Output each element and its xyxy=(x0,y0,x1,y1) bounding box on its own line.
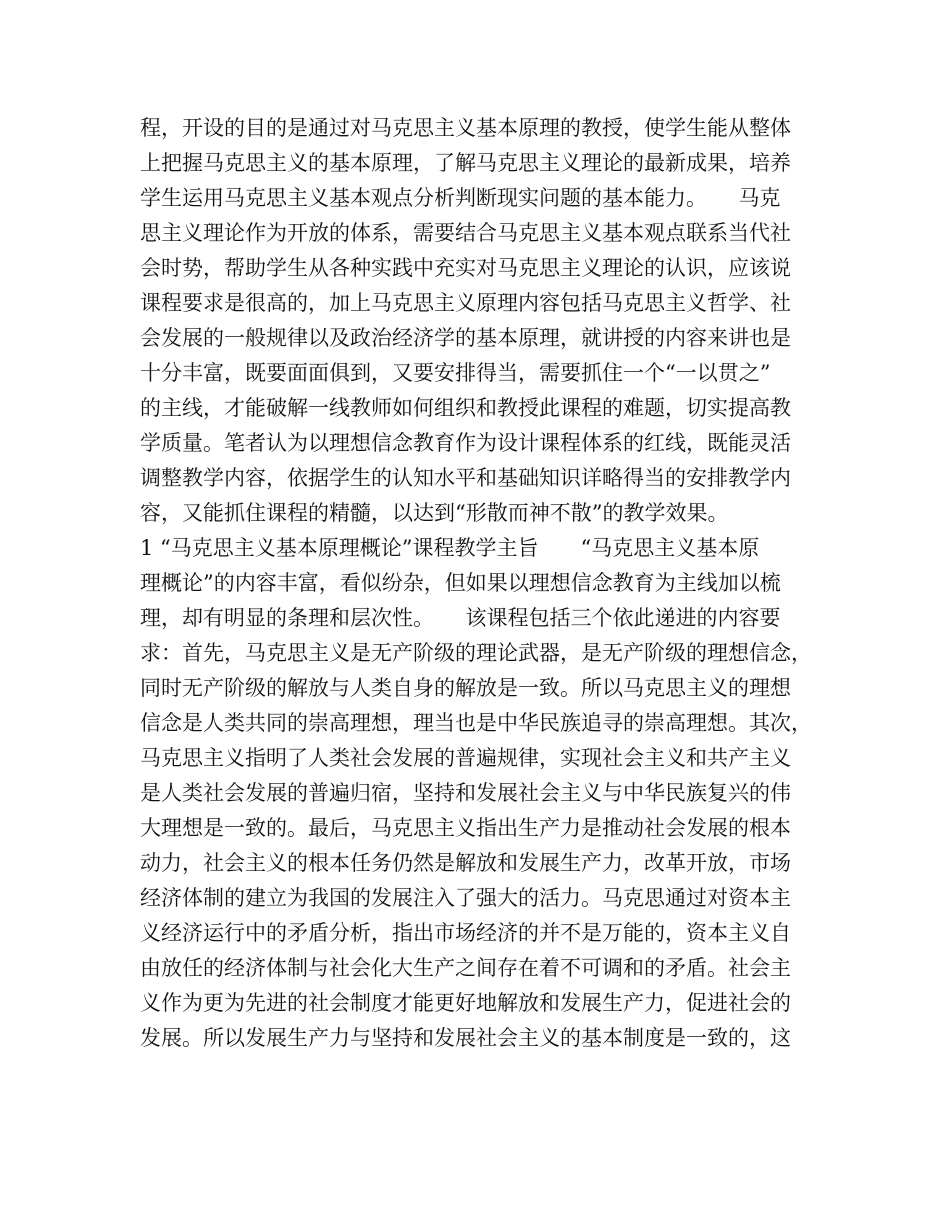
text-line: 十分丰富，既要面面俱到，又要安排得当，需要抓住一个“一以贯之” xyxy=(140,361,771,385)
text-line: 思主义理论作为开放的体系，需要结合马克思主义基本观点联系当代社 xyxy=(140,221,791,245)
text-line: 是人类社会发展的普遍归宿，坚持和发展社会主义与中华民族复兴的伟 xyxy=(140,781,791,805)
text-line: 理概论”的内容丰富，看似纷杂，但如果以理想信念教育为主线加以梳 xyxy=(140,571,781,595)
text-line: 容，又能抓住课程的精髓，以达到“形散而神不散”的教学效果。 xyxy=(140,501,729,525)
text-line: 信念是人类共同的崇高理想，理当也是中华民族追寻的崇高理想。其次， xyxy=(140,711,812,735)
text-line: 课程要求是很高的，加上马克思主义原理内容包括马克思主义哲学、社 xyxy=(140,291,791,315)
text-line: 同时无产阶级的解放与人类自身的解放是一致。所以马克思主义的理想 xyxy=(140,676,791,700)
text-line: 学生运用马克思主义基本观点分析判断现实问题的基本能力。 马克 xyxy=(140,186,781,210)
text-line: 大理想是一致的。最后，马克思主义指出生产力是推动社会发展的根本 xyxy=(140,816,791,840)
text-line: 动力，社会主义的根本任务仍然是解放和发展生产力，改革开放，市场 xyxy=(140,851,791,875)
text-line: 学质量。笔者认为以理想信念教育作为设计课程体系的红线，既能灵活 xyxy=(140,431,791,455)
text-line: 义经济运行中的矛盾分析，指出市场经济的并不是万能的，资本主义自 xyxy=(140,921,791,945)
text-line: 由放任的经济体制与社会化大生产之间存在着不可调和的矛盾。社会主 xyxy=(140,956,791,980)
text-line: 经济体制的建立为我国的发展注入了强大的活力。马克思通过对资本主 xyxy=(140,886,791,910)
text-line: 马克思主义指明了人类社会发展的普遍规律，实现社会主义和共产主义 xyxy=(140,746,791,770)
text-line: 理，却有明显的条理和层次性。 该课程包括三个依此递进的内容要 xyxy=(140,606,781,630)
text-line: 的主线，才能破解一线教师如何组织和教授此课程的难题，切实提高教 xyxy=(140,396,791,420)
body-text xyxy=(140,111,830,1056)
text-line: 义作为更为先进的社会制度才能更好地解放和发展生产力，促进社会的 xyxy=(140,991,791,1015)
text-line: 发展。所以发展生产力与坚持和发展社会主义的基本制度是一致的，这 xyxy=(140,1026,791,1050)
text-line: 程，开设的目的是通过对马克思主义基本原理的教授，使学生能从整体 xyxy=(140,116,791,140)
section-heading-line: 1 “马克思主义基本原理概论”课程教学主旨 “马克思主义基本原 xyxy=(140,536,760,560)
text-line: 求：首先，马克思主义是无产阶级的理论武器，是无产阶级的理想信念， xyxy=(140,641,812,665)
text-line: 会时势，帮助学生从各种实践中充实对马克思主义理论的认识，应该说 xyxy=(140,256,791,280)
text-line: 调整教学内容，依据学生的认知水平和基础知识详略得当的安排教学内 xyxy=(140,466,791,490)
text-line: 上把握马克思主义的基本原理，了解马克思主义理论的最新成果，培养 xyxy=(140,151,791,175)
text-line: 会发展的一般规律以及政治经济学的基本原理，就讲授的内容来讲也是 xyxy=(140,326,791,350)
